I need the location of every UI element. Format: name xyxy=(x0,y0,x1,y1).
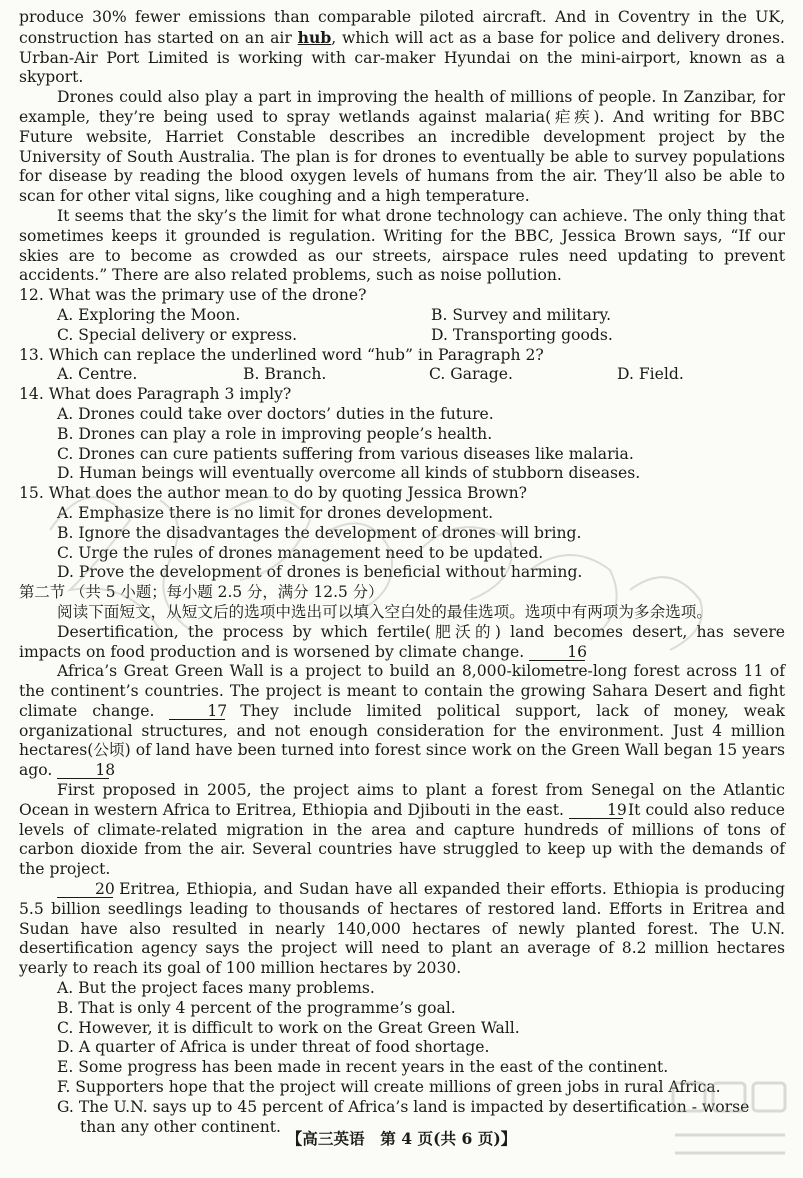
blank-18: 18 xyxy=(57,762,109,779)
question-13-stem: 13. Which can replace the underlined word “hub” in Paragraph 2? xyxy=(19,345,544,364)
blank-16: 16 xyxy=(529,644,585,661)
cloze-paragraph-1: Desertification, the process by which fertile(肥沃的) land becomes desert, has severe impacts on food production and is worsened by climate change. 16 xyxy=(19,622,785,661)
passage-paragraph-2: Drones could also play a part in improving the health of millions of people. In Zanzibar, for example, they’re being used to spray wetlands against malaria(疟疾). And writing for BBC Future website, Harriet Constable describes an incredible development project by the University of South Australia. The plan is for drones to eventually be able to survey populations for disease by reading the blood oxygen levels of humans from the air. They’ll also be able to scan for other vital signs, like coughing and a high temperature. xyxy=(19,88,785,206)
cloze-paragraph-2: Africa’s Great Green Wall is a project to build an 8,000-kilometre-long forest across 11 of the continent’s countries. The project is meant to contain the growing Sahara Desert and fight climate change. 17 They include limited political support, lack of money, weak organizational structures, and not enough consideration for the environment. Just 4 million hectares(公顷) of land have been turned into forest since work on the Green Wall began 15 years ago. 18 xyxy=(19,662,786,780)
question-14-stem: 14. What does Paragraph 3 imply? xyxy=(19,385,292,404)
q12-option-a: A. Exploring the Moon. xyxy=(57,305,241,324)
q13-option-d: D. Field. xyxy=(617,365,684,384)
blank-20: 20 xyxy=(57,881,113,898)
q12-option-b: B. Survey and military. xyxy=(431,305,612,324)
q14-option-c: C. Drones can cure patients suffering from various diseases like malaria. xyxy=(57,444,634,463)
q15-option-c: C. Urge the rules of drones management need to be updated. xyxy=(57,543,544,562)
cloze-paragraph-3: First proposed in 2005, the project aims to plant a forest from Senegal on the Atlantic Ocean in western Africa to Eritrea, Ethiopia and Djibouti in the east. 19 It could also reduce levels of climate-related migration in the area and capture hundreds of millions of tons of carbon dioxide from the air. Several countries have struggled to keep up with the demands of the project. xyxy=(19,781,785,879)
question-12-options-row-2 xyxy=(19,326,785,346)
q13-option-b: B. Branch. xyxy=(243,365,327,384)
q15-option-a: A. Emphasize there is no limit for drones development. xyxy=(57,503,494,522)
blank-17: 17 xyxy=(169,703,225,720)
q14-option-b: B. Drones can play a role in improving people’s health. xyxy=(57,424,493,443)
question-13-options xyxy=(19,365,785,385)
q14-option-a: A. Drones could take over doctors’ duties in the future. xyxy=(57,404,494,423)
blank-19: 19 xyxy=(569,802,623,819)
underlined-word-hub: hub xyxy=(297,27,332,47)
q15-option-b: B. Ignore the disadvantages the development of drones will bring. xyxy=(57,523,582,542)
q12-option-d: D. Transporting goods. xyxy=(431,325,613,344)
question-12-stem: 12. What was the primary use of the drone? xyxy=(19,286,367,305)
question-12-options-row-1 xyxy=(19,306,785,326)
q14-option-d: D. Human beings will eventually overcome all kinds of stubborn diseases. xyxy=(57,464,641,483)
cloze-option-a: A. But the project faces many problems. xyxy=(57,979,375,998)
cloze-option-b: B. That is only 4 percent of the programme’s goal. xyxy=(57,998,456,1017)
cloze-option-d: D. A quarter of Africa is under threat of food shortage. xyxy=(57,1038,490,1057)
cloze-option-f: F. Supporters hope that the project will create millions of green jobs in rural Africa. xyxy=(57,1078,721,1097)
passage-paragraph-3: It seems that the sky’s the limit for what drone technology can achieve. The only thing that sometimes keeps it grounded is regulation. Writing for the BBC, Jessica Brown says, “If our skies are to become as crowded as our streets, airspace rules need updating to prevent accidents.” There are also related problems, such as noise pollution. xyxy=(19,206,785,285)
q15-option-d: D. Prove the development of drones is beneficial without harming. xyxy=(57,563,583,582)
cloze-option-e: E. Some progress has been made in recent years in the east of the continent. xyxy=(57,1058,669,1077)
passage-paragraph-1: produce 30% fewer emissions than comparable piloted aircraft. And in Coventry in the UK, construction has started on an air hub, which will act as a base for police and delivery drones. Urban-Air Port Limited is working with car-maker Hyundai on the mini-airport, known as a skyport. xyxy=(19,8,785,87)
q13-option-a: A. Centre. xyxy=(57,365,138,384)
section-title: 第二节 （共 5 小题；每小题 2.5 分，满分 12.5 分） xyxy=(19,583,384,602)
page-footer: 【高三英语 第 4 页(共 6 页)】 xyxy=(286,1129,517,1148)
cloze-paragraph-4: 20 Eritrea, Ethiopia, and Sudan have all expanded their efforts. Ethiopia is producing 5.5 billion seedlings leading to thousands of hectares of restored land. Efforts in Eritrea and Sudan have also resulted in nearly 140,000 hectares of newly planted forest. The U.N. desertification agency says the project will need to plant an average of 8.2 million hectares yearly to reach its goal of 100 million hectares by 2030. xyxy=(19,880,785,978)
cloze-option-g: G. The U.N. says up to 45 percent of Africa’s land is impacted by desertification - worse than any other continent. xyxy=(57,1097,750,1136)
q12-option-c: C. Special delivery or express. xyxy=(57,325,298,344)
cloze-option-c: C. However, it is difficult to work on the Great Green Wall. xyxy=(57,1018,520,1037)
q13-option-c: C. Garage. xyxy=(429,365,513,384)
section-instructions: 阅读下面短文，从短文后的选项中选出可以填入空白处的最佳选项。选项中有两项为多余选项。 xyxy=(57,602,712,621)
exam-page xyxy=(19,8,785,1137)
question-15-stem: 15. What does the author mean to do by quoting Jessica Brown? xyxy=(19,484,528,503)
